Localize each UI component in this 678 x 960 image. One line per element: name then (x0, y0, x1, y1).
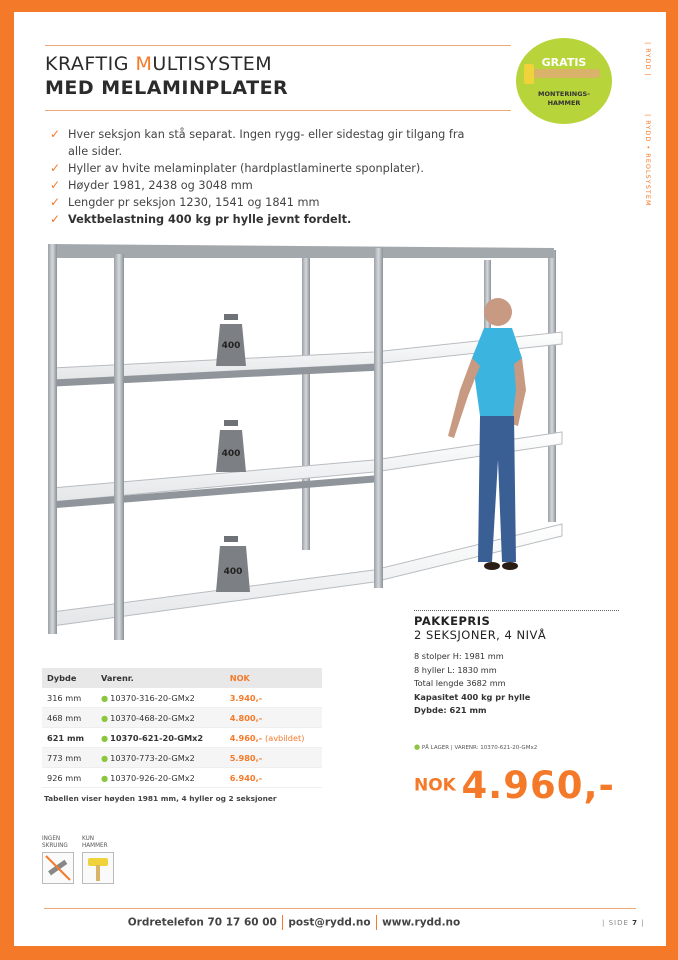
weight-label: 400 (221, 449, 241, 459)
weight-400-icon (216, 536, 250, 592)
no-screw-badge (42, 836, 74, 884)
footer-website[interactable]: www.rydd.no (382, 916, 461, 929)
page-number: | SIDE 7 | (602, 919, 645, 927)
cell-depth: 621 mm (42, 728, 96, 748)
check-icon: ✓ (50, 178, 61, 192)
page-label: SIDE (608, 919, 629, 927)
cell-sku (96, 688, 225, 708)
package-price (414, 764, 615, 807)
table-row (42, 728, 322, 748)
cell-sku (96, 708, 225, 728)
footer-contact (14, 915, 574, 930)
dotted-divider (414, 610, 619, 611)
package-detail-bold: Kapasitet 400 kg pr hylle (414, 691, 531, 702)
footer-separator (282, 915, 284, 930)
sku-text: 10370-468-20-GMx2 (110, 712, 195, 723)
weight-label: 400 (223, 567, 243, 577)
package-detail: Total lengde 3682 mm (414, 678, 506, 688)
sku-text: 10370-773-20-GMx2 (110, 752, 195, 763)
cell-price: 6.940,- (225, 768, 322, 788)
price-amount: 4.960,- (461, 764, 615, 807)
package-info (414, 610, 624, 718)
free-hammer-badge (516, 38, 612, 124)
check-icon: ✓ (50, 161, 61, 175)
icon-label: SKRUING (42, 843, 68, 849)
table-note: Tabellen viser høyden 1981 mm, 4 hyller og 2 seksjoner (44, 794, 277, 803)
hammer-handle-icon (530, 69, 600, 78)
weight-label: 400 (221, 341, 241, 351)
title-accent-letter: M (135, 53, 153, 75)
cell-price: 5.980,- (225, 748, 322, 768)
variant-table (42, 668, 322, 788)
hammer-icon (82, 852, 114, 884)
front-post (114, 254, 124, 640)
feature-text: Hver seksjon kan stå separat. Ingen rygg- eller sidestag gir tilgang fra alle sider. (68, 128, 465, 158)
front-post (48, 244, 57, 634)
footer-rule (44, 908, 636, 909)
cell-depth: 316 mm (42, 688, 96, 708)
icon-label: KUN (82, 836, 94, 842)
title-part: KRAFTIG (45, 53, 136, 75)
back-post (302, 250, 310, 550)
column-header: Varenr. (96, 668, 225, 688)
column-header: NOK (225, 668, 322, 688)
feature-item (50, 194, 470, 211)
no-screw-icon (42, 852, 74, 884)
package-subheading: 2 SEKSJONER, 4 NIVÅ (414, 628, 547, 642)
person-figure (448, 298, 526, 570)
title-line-1 (45, 52, 288, 76)
feature-list (50, 126, 470, 228)
feature-text: Lengder pr seksjon 1230, 1541 og 1841 mm (68, 196, 320, 209)
column-header: Dybde (42, 668, 96, 688)
package-detail: 8 stolper H: 1981 mm (414, 651, 504, 661)
hammer-only-badge (82, 836, 114, 884)
price-currency: NOK (414, 775, 456, 796)
front-post (374, 248, 383, 588)
badge-label-line: HAMMER (547, 99, 581, 107)
cell-price: 3.940,- (225, 688, 322, 708)
catalog-page (14, 12, 666, 946)
table-row (42, 748, 322, 768)
table-row (42, 688, 322, 708)
table-header-row (42, 668, 322, 688)
title-bottom-rule (45, 110, 511, 111)
icon-label: HAMMER (82, 843, 108, 849)
check-icon: ✓ (50, 212, 61, 226)
side-tab-section: | RYDD • REOLSYSTEM (644, 114, 652, 207)
table-row (42, 768, 322, 788)
stock-text: PÅ LAGER | VAREN​R: 10370-621-20-GMx2 (421, 745, 538, 751)
footer-email[interactable]: post@rydd.no (288, 916, 371, 929)
page-number-value: 7 (632, 919, 639, 927)
pictured-note: (avbildet) (265, 732, 305, 743)
title-top-rule (45, 45, 511, 46)
feature-item (50, 211, 470, 228)
back-post (548, 250, 556, 522)
package-heading: PAKKEPRIS (414, 614, 491, 628)
sku-text: 10370-926-20-GMx2 (110, 772, 195, 783)
title-line-2: MED MELAMINPLATER (45, 77, 289, 99)
in-stock-dot-icon: ● (100, 712, 109, 723)
check-icon: ✓ (50, 127, 61, 141)
in-stock-dot-icon: ● (414, 743, 421, 751)
title-part: ULTISYSTEM (152, 53, 273, 75)
sku-text: 10370-621-20-GMx2 (110, 732, 204, 743)
icon-label: INGEN (42, 836, 61, 842)
in-stock-dot-icon: ● (100, 692, 109, 703)
stock-status (414, 743, 537, 751)
cell-depth: 773 mm (42, 748, 96, 768)
side-tab (642, 42, 662, 242)
feature-text: Hyller av hvite melaminplater (hardplastlaminerte sponplater). (68, 162, 424, 175)
badge-gratis: GRATIS (541, 56, 587, 69)
in-stock-dot-icon: ● (100, 752, 109, 763)
package-detail: 8 hyller L: 1830 mm (414, 664, 497, 675)
shelving-illustration (44, 240, 564, 640)
price-text: 4.960,- (229, 732, 263, 743)
table-row (42, 708, 322, 728)
cell-depth: 468 mm (42, 708, 96, 728)
feature-text: Vektbelastning 400 kg pr hylle jevnt fordelt. (68, 213, 352, 226)
feature-text: Høyder 1981, 2438 og 3048 mm (68, 179, 253, 192)
weight-400-icon (216, 314, 246, 366)
weight-400-icon (216, 420, 246, 472)
badge-label-line: MONTERINGS- (538, 90, 590, 98)
side-tab-brand: | RYDD | (644, 42, 652, 77)
badge-label (516, 90, 612, 108)
cell-depth: 926 mm (42, 768, 96, 788)
in-stock-dot-icon: ● (100, 732, 109, 743)
sku-text: 10370-316-20-GMx2 (110, 692, 195, 703)
cell-price: 4.800,- (225, 708, 322, 728)
footer-separator (376, 915, 378, 930)
cell-sku (96, 768, 225, 788)
in-stock-dot-icon: ● (100, 772, 109, 783)
cell-sku (96, 748, 225, 768)
package-detail-bold: Dybde: 621 mm (414, 705, 487, 715)
feature-item (50, 126, 470, 160)
feature-item (50, 177, 470, 194)
check-icon: ✓ (50, 195, 61, 209)
footer-phone: Ordretelefon 70 17 60 00 (127, 916, 277, 929)
page-title (45, 52, 288, 100)
cell-sku (96, 728, 225, 748)
cell-price (225, 728, 322, 748)
feature-item (50, 160, 470, 177)
